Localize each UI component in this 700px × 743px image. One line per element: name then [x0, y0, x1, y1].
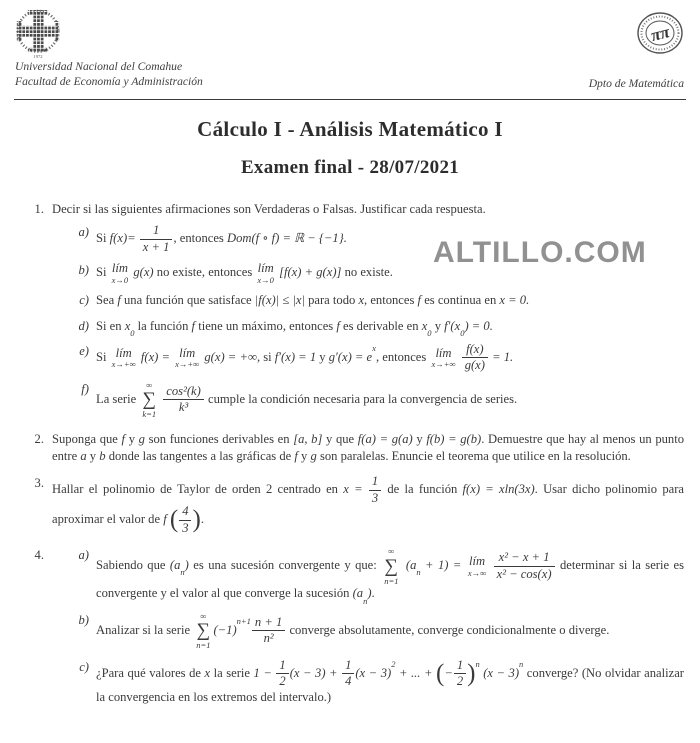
- problem-1f: [75, 381, 684, 419]
- fraction: $\frac{1}{3}$: [368, 475, 382, 505]
- fraction: $\frac{\text{x² − x + 1}}{\text{x² − cos(x)}}$: [493, 551, 556, 581]
- problem-3-number: 3.: [34, 476, 44, 491]
- summation-symbol: ∞ ∑ k=1: [142, 379, 157, 420]
- problem-2-body: [52, 431, 684, 465]
- problem-1e-text: Si lím x→+∞ f(x) = lím x→+∞ g(x) = +∞, si f′(x) = 1 y $g'(x) = e^x$, entonces lím x→+∞ $\frac{f(x)}{g(x)}$ = 1.: [96, 341, 514, 373]
- problem-4b: [75, 612, 684, 650]
- fraction: $\frac{1}{4}$: [341, 659, 355, 689]
- university-name: Universidad Nacional del Comahue: [15, 60, 183, 73]
- limit-operator: lím x→+∞: [175, 345, 200, 370]
- limit-operator: lím x→+∞: [431, 345, 456, 370]
- limit-operator: lím x→∞: [467, 554, 487, 579]
- problem-1-intro: Decir si las siguientes afirmaciones son Verdaderas o Falsas. Justificar cada respuesta.: [52, 202, 486, 216]
- problem-4c-label: c): [79, 659, 89, 674]
- header-divider: [14, 99, 686, 100]
- math-dept-logo-icon: [636, 11, 684, 59]
- fraction: $\frac{4}{3}$: [178, 505, 192, 535]
- pi-emblem-icon: [636, 11, 684, 55]
- problem-3: [28, 475, 684, 535]
- limit-operator: lím x→0: [111, 261, 129, 285]
- fraction: $\frac{1}{x + 1}$: [139, 224, 174, 254]
- problem-1b-label: b): [78, 263, 89, 278]
- institution-block: [15, 59, 203, 90]
- problem-4c-text: ¿Para qué valores de x la serie 1 − $\frac{1}{2}$ (x − 3) + $\frac{1}{4}$ $(x - 3)^2$ + ... + (− $\frac{1}{2}$ )$^n$ $(x - 3)^n$ converge? (No olvidar analizar la convergencia en los extremos del intervalo.): [96, 657, 684, 704]
- problem-1d-text: Si en $x_0$ la función f tiene un máximo, entonces f es derivable en $x_0$ y $f'(x_0) = 0$.: [96, 318, 493, 338]
- problem-4-body: [52, 547, 684, 705]
- problem-4a: [75, 546, 684, 606]
- university-logo-icon: [15, 7, 61, 65]
- department-name: Dpto de Matemática: [588, 77, 684, 90]
- problem-1a: [75, 224, 684, 254]
- problem-4b-text: Analizar si la serie ∞ ∑ n=1 $(-1)^{n+1}$ $\frac{n + 1}{\text{n²}}$ converge absolutamente, converge condicionalmente o diverge.: [96, 610, 610, 651]
- problem-1d: [75, 318, 684, 338]
- fraction: $\frac{1}{2}$: [275, 659, 289, 689]
- problem-1-subitems: [75, 224, 684, 419]
- problem-4b-label: b): [78, 612, 89, 627]
- exam-title: Cálculo I - Análisis Matemático I: [197, 117, 503, 141]
- problem-4c: [75, 659, 684, 706]
- summation-symbol: ∞ ∑ n=1: [196, 610, 211, 651]
- problem-3-body: [52, 475, 684, 535]
- problem-4-number: 4.: [34, 548, 44, 563]
- fraction: $\frac{1}{2}$: [453, 659, 467, 689]
- fraction: $\frac{n + 1}{\text{n²}}$: [251, 616, 286, 646]
- problem-4a-text: Sabiendo que $(a_n)$ es una sucesión convergente y que: ∞ ∑ n=1 $(a_n + 1)$ = lím x→∞ $\frac{\text{x² − x + 1}}{\text{x² − cos(x)}}$ determinar si la serie es convergente y el valor al que converge la sucesión $(a_n)$.: [96, 546, 684, 606]
- problem-1e: [75, 343, 684, 373]
- unc-emblem-icon: [15, 7, 61, 61]
- problem-1f-text: La serie ∞ ∑ k=1 $\frac{\text{cos²(k)}}{\text{k³}}$ cumple la condición necesaria para la convergencia de series.: [96, 379, 518, 420]
- problem-2-number: 2.: [34, 431, 44, 446]
- problem-1c: [75, 292, 684, 309]
- problem-1b-text: Si lím x→0 g(x) no existe, entonces lím x→0 [f(x) + g(x)] no existe.: [96, 261, 393, 285]
- fraction: $\frac{\text{cos²(k)}}{\text{k³}}$: [162, 385, 205, 415]
- problem-4a-label: a): [78, 548, 89, 563]
- problem-4: [28, 547, 684, 705]
- problem-1c-label: c): [79, 293, 89, 308]
- problem-1a-text: Si f(x)= $\frac{1}{x + 1}$ , entonces Dom(f ∘ f) = ℝ − {−1}.: [96, 223, 347, 254]
- problem-3-text: Hallar el polinomio de Taylor de orden 2 centrado en x = $\frac{1}{3}$ de la función f(x) = xln(3x). Usar dicho polinomio para aproximar el valor de f ( $\frac{4}{3}$ ).: [52, 474, 685, 535]
- fraction: $\frac{f(x)}{g(x)}$: [461, 343, 489, 373]
- summation-symbol: ∞ ∑ n=1: [384, 546, 399, 586]
- limit-operator: lím x→0: [257, 261, 274, 285]
- problem-1-number: 1.: [34, 202, 44, 216]
- problem-1: [28, 201, 684, 419]
- exam-body: [28, 201, 684, 706]
- exam-subtitle: Examen final - 28/07/2021: [240, 157, 460, 178]
- problem-1a-label: a): [78, 225, 89, 240]
- faculty-name: Facultad de Economía y Administración: [15, 75, 203, 89]
- problem-1b: [75, 262, 684, 284]
- problem-1f-label: f): [81, 381, 89, 396]
- pi-symbols: ππ: [648, 22, 672, 45]
- problem-1e-label: e): [79, 343, 89, 358]
- problem-1d-label: d): [78, 318, 89, 333]
- problem-4-subitems: [75, 547, 684, 705]
- limit-operator: lím x→+∞: [111, 345, 136, 370]
- problem-1c-text: Sea f una función que satisface |f(x)| ≤ |x| para todo x, entonces f es continua en x = 0.: [96, 293, 530, 308]
- logo-year-label: 1972: [33, 53, 43, 59]
- altillo-watermark: ALTILLO.COM: [433, 236, 647, 269]
- problem-2: [28, 431, 684, 465]
- problem-2-text: Suponga que f y g son funciones derivables en [a, b] y que f(a) = g(a) y f(b) = g(b). Demuestre que hay al menos un punto entre a y b donde las tangentes a las gráficas de f y g son paralelas. Enuncie el teorema que utilice en la resolución.: [52, 431, 685, 463]
- problem-1-body: [52, 201, 684, 419]
